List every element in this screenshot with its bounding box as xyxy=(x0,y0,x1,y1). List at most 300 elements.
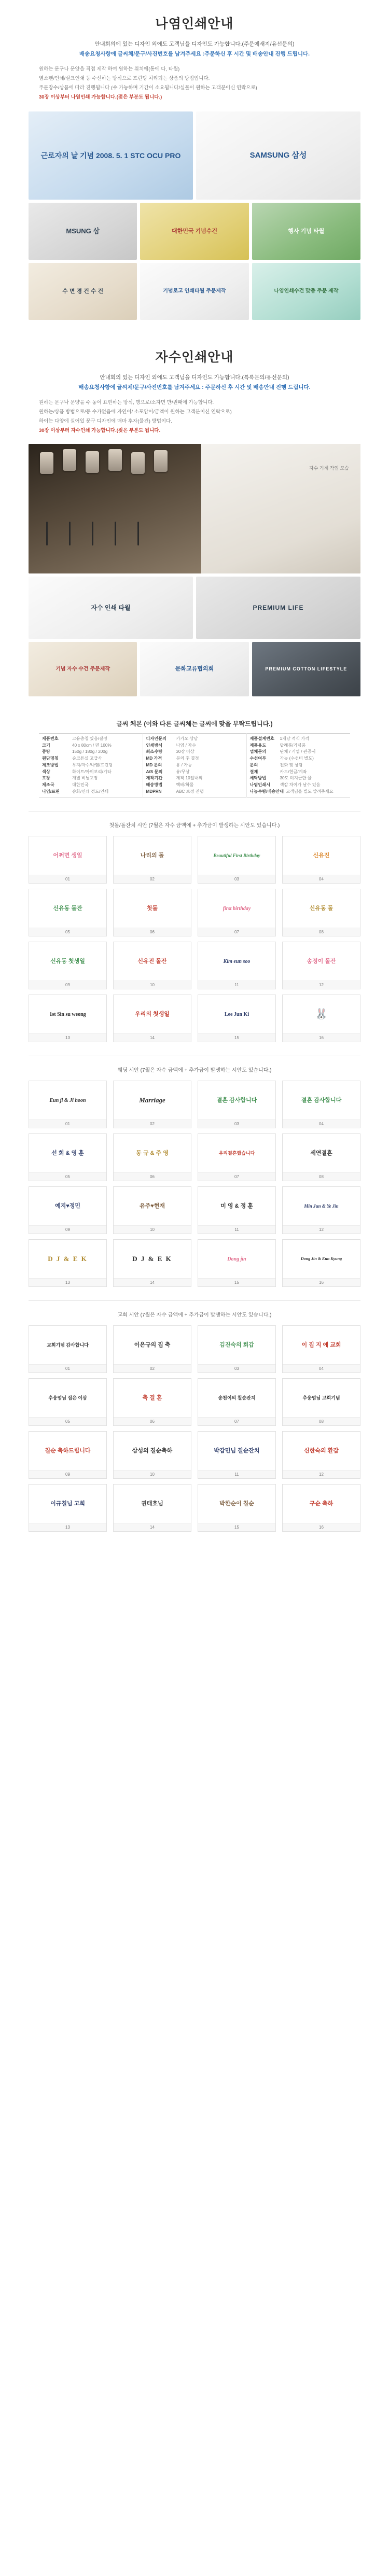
sample-title: 나리의 돌 xyxy=(140,852,164,859)
spec-item xyxy=(250,736,348,743)
sample-art xyxy=(283,995,360,1033)
sample-art xyxy=(29,1240,106,1278)
sample-art xyxy=(29,942,106,981)
spec-item xyxy=(146,749,243,755)
sample-card[interactable] xyxy=(113,942,191,989)
sample-card[interactable] xyxy=(29,1431,107,1479)
sample-number: 14 xyxy=(114,1278,191,1286)
print-subtitle-line-1: 안내회의에 있는 디자인 외에도 고객님을 디자인도 가능합니다.(주문예새지/유선문의) xyxy=(94,41,295,47)
sample-number: 03 xyxy=(198,1119,275,1128)
sample-card[interactable] xyxy=(198,995,276,1042)
spec-value: 150g / 180g / 200g xyxy=(72,749,108,754)
sample-number: 04 xyxy=(283,1119,360,1128)
sample-card[interactable] xyxy=(282,942,360,989)
sample-title: first birthday xyxy=(223,905,251,912)
embroidery-photo-1 xyxy=(29,577,193,639)
thread-spool-icon xyxy=(108,449,122,471)
spec-value: 가능 (수선비 별도) xyxy=(280,756,314,761)
sample-card[interactable] xyxy=(198,1186,276,1234)
sample-art xyxy=(283,1240,360,1278)
sample-title: D J & E K xyxy=(48,1254,88,1263)
sample-art xyxy=(29,1134,106,1172)
sample-title: 예지♥정민 xyxy=(54,1203,81,1210)
sample-number: 16 xyxy=(283,1033,360,1042)
sample-art xyxy=(283,1187,360,1225)
sample-number: 07 xyxy=(198,928,275,936)
needle-icon xyxy=(137,522,139,545)
sample-card[interactable] xyxy=(198,1239,276,1287)
print-photo-8 xyxy=(252,263,360,320)
sample-card[interactable] xyxy=(198,1081,276,1128)
sample-title: 이규칠님 고희 xyxy=(50,1501,85,1507)
sample-number: 08 xyxy=(283,1172,360,1181)
sample-art xyxy=(198,1379,275,1417)
sample-title: 교회기념 감사합니다 xyxy=(47,1342,89,1348)
embroidery-hero-caption: 자수 기계 작업 모습 xyxy=(309,466,349,471)
sample-art xyxy=(198,836,275,875)
sample-art xyxy=(283,1134,360,1172)
spec-item xyxy=(42,736,140,743)
spec-item xyxy=(42,775,140,782)
sample-art xyxy=(29,1187,106,1225)
sample-number: 11 xyxy=(198,1470,275,1478)
spec-item xyxy=(146,762,243,769)
print-photo-grid-top xyxy=(29,111,360,200)
embroidery-photo-4 xyxy=(140,642,248,696)
sample-art xyxy=(114,1432,191,1470)
embroidery-machine-area xyxy=(29,444,201,573)
sample-art xyxy=(29,1326,106,1364)
sample-title: Marriage xyxy=(139,1096,165,1104)
sample-title: Dong Jin & Eun Kyung xyxy=(300,1256,342,1262)
spec-item xyxy=(42,782,140,789)
sample-number: 07 xyxy=(198,1417,275,1425)
spec-value: 단체 / 기업 / 관공서 xyxy=(280,749,316,754)
sample-art xyxy=(29,1379,106,1417)
sample-title: 이 집 지 에 교회 xyxy=(301,1342,341,1349)
sample-title: 박한순이 칠순 xyxy=(219,1501,254,1507)
sample-card[interactable] xyxy=(113,1186,191,1234)
sample-card[interactable] xyxy=(113,1239,191,1287)
sample-card[interactable] xyxy=(282,836,360,884)
sample-art xyxy=(283,836,360,875)
print-photo-4 xyxy=(140,203,248,260)
sample-card[interactable] xyxy=(282,1081,360,1128)
spec-item xyxy=(146,775,243,782)
sample-card[interactable] xyxy=(282,1133,360,1181)
sample-card[interactable] xyxy=(282,995,360,1042)
spec-column-1 xyxy=(39,734,143,797)
sample-card[interactable] xyxy=(113,1431,191,1479)
sample-art xyxy=(283,1485,360,1523)
sample-art xyxy=(198,1240,275,1278)
spec-key: MD 가격 xyxy=(146,756,162,761)
wedding-sample-grid xyxy=(29,1081,360,1287)
sample-number: 01 xyxy=(29,1119,106,1128)
spec-key: 색상 xyxy=(42,769,50,774)
spec-item xyxy=(250,743,348,749)
sample-title: Eun ji & Ji hoon xyxy=(49,1097,86,1103)
embroidery-section-title: 자수인쇄안내 xyxy=(155,350,234,365)
thread-spool-icon xyxy=(40,452,53,474)
spec-key: MDPRN xyxy=(146,789,162,794)
embroidery-photo-2-text: PREMIUM LIFE xyxy=(253,604,304,611)
spec-key: 결제 xyxy=(249,769,258,774)
spec-value: 대한민국 xyxy=(72,782,89,787)
print-body-line-3: 주문장수/상품에 따라 진행됩니다 (수 가능하며 기간이 소요됩니다/실물이 원하는 고객분이신 연락으로) xyxy=(39,85,257,91)
sample-number: 04 xyxy=(283,875,360,883)
sample-art xyxy=(283,1326,360,1364)
sample-art xyxy=(283,942,360,981)
print-subtitle-line-2: 배송요청사항에 글씨체/문구/사진번호를 남겨주세요 :주문하신 후 시간 및 배송안내 진행 드립니다. xyxy=(79,51,310,58)
sample-card[interactable] xyxy=(113,995,191,1042)
sample-card[interactable] xyxy=(282,889,360,936)
wedding-band-title: 웨딩 시안 (7월은 자수 금액에 + 추가금이 발생하는 시안도 있습니다.) xyxy=(117,1068,272,1074)
sample-card[interactable] xyxy=(113,1484,191,1532)
print-photo-2-text: SAMSUNG 삼성 xyxy=(249,150,307,160)
sample-art xyxy=(283,1379,360,1417)
spec-key: 제작기간 xyxy=(146,776,163,781)
sample-art xyxy=(283,1432,360,1470)
sample-art xyxy=(29,1485,106,1523)
sample-number: 15 xyxy=(198,1523,275,1531)
sample-title: 추웅엄님 고희기념 xyxy=(302,1395,340,1401)
spec-item xyxy=(42,769,140,776)
sample-number: 01 xyxy=(29,1364,106,1373)
section-embroidery xyxy=(0,333,389,696)
spec-key: 수선여부 xyxy=(249,756,267,761)
print-section-title: 나염인쇄안내 xyxy=(155,17,234,31)
spec-item xyxy=(250,782,348,789)
sample-card[interactable] xyxy=(113,1133,191,1181)
sample-title: 구순 축하 xyxy=(309,1501,334,1507)
sample-card[interactable] xyxy=(29,942,107,989)
sample-title: 첫돌 xyxy=(146,905,158,912)
embroidery-photo-4-text: 문화교류협의회 xyxy=(175,666,214,673)
sample-number: 10 xyxy=(114,1225,191,1234)
print-photo-7-text: 기념로고 인쇄타월 주문제작 xyxy=(163,288,226,295)
sample-card[interactable] xyxy=(113,889,191,936)
sample-number: 16 xyxy=(283,1523,360,1531)
sample-title: 송천이의 칠순잔치 xyxy=(218,1395,256,1401)
sample-number: 05 xyxy=(29,1417,106,1425)
spec-item xyxy=(250,749,348,755)
sample-art xyxy=(114,995,191,1033)
sample-title: 신한숙의 환갑 xyxy=(304,1448,339,1454)
sample-art xyxy=(198,995,275,1033)
sample-number: 02 xyxy=(114,1364,191,1373)
print-photo-6-text: 수 면 경 건 수 건 xyxy=(62,288,104,295)
sample-number: 09 xyxy=(29,981,106,989)
sample-art xyxy=(198,942,275,981)
spec-key: 원단명칭 xyxy=(42,756,59,761)
needle-icon xyxy=(115,522,116,545)
spec-key: 업체문의 xyxy=(249,749,267,754)
sample-number: 12 xyxy=(283,1225,360,1234)
church-band-title: 교회 시안 (7월은 자수 금액에 + 추가금이 발생하는 시안도 있습니다.) xyxy=(117,1312,272,1319)
sample-card[interactable] xyxy=(113,1325,191,1373)
sample-art xyxy=(114,836,191,875)
sample-title: Kim eun soo xyxy=(223,958,251,964)
spec-section xyxy=(39,719,350,797)
birth-sample-grid xyxy=(29,836,360,1042)
needle-icon xyxy=(46,522,48,545)
print-body-line-4: 30장 이상부터 나염인쇄 가능합니다.(젖은 부분도 됩니다.) xyxy=(39,94,162,100)
sample-art xyxy=(29,1081,106,1119)
sample-card[interactable] xyxy=(29,889,107,936)
samples-church xyxy=(0,1301,389,1532)
print-photo-5-text: 행사 기념 타월 xyxy=(288,228,325,234)
spec-item xyxy=(250,755,348,762)
sample-number: 01 xyxy=(29,875,106,883)
sample-art xyxy=(198,1432,275,1470)
spec-value: 유/무상 xyxy=(176,769,190,774)
spacer-2 xyxy=(0,696,389,710)
sample-art xyxy=(198,1081,275,1119)
sample-number: 06 xyxy=(114,1417,191,1425)
spec-value: 개별 비닐포장 xyxy=(72,776,98,781)
sample-art xyxy=(114,1240,191,1278)
sample-title: Beautiful First Birthday xyxy=(213,852,260,858)
sample-number: 10 xyxy=(114,981,191,989)
sample-art xyxy=(198,1134,275,1172)
spec-value: 고객님을 별도 알려주세요 xyxy=(286,789,334,794)
sample-title: 김진숙의 회갑 xyxy=(219,1342,254,1349)
spec-table-row xyxy=(39,734,350,797)
spec-key: A/S 문의 xyxy=(146,769,163,774)
sample-title: 1st Sin su weong xyxy=(49,1011,86,1017)
sample-title: D J & E K xyxy=(132,1254,172,1263)
sample-number: 12 xyxy=(283,1470,360,1478)
sample-number: 14 xyxy=(114,1033,191,1042)
sample-number: 08 xyxy=(283,1417,360,1425)
sample-art xyxy=(114,889,191,928)
sample-title: 결혼 감사합니다 xyxy=(216,1097,257,1104)
spec-value: 30장 이상 xyxy=(176,749,195,754)
sample-title: 선 희 & 영 훈 xyxy=(51,1150,84,1157)
sample-number: 11 xyxy=(198,981,275,989)
thread-spool-icon xyxy=(86,451,99,473)
spec-value: 택배/화물 xyxy=(176,782,194,787)
sample-title: 신유동 첫생일 xyxy=(50,958,85,965)
sample-card[interactable] xyxy=(198,889,276,936)
sample-title: 추웅엄님 집은 이삼 xyxy=(48,1395,87,1401)
embroidery-photo-1-text: 자수 인쇄 타월 xyxy=(91,604,131,611)
spec-value: 색감 차이가 날수 있음 xyxy=(280,782,321,787)
sample-number: 13 xyxy=(29,1278,106,1286)
sample-card[interactable] xyxy=(29,995,107,1042)
sample-card[interactable] xyxy=(198,1325,276,1373)
spec-item xyxy=(42,755,140,762)
spec-key: 크기 xyxy=(42,743,50,748)
spec-item xyxy=(146,743,243,749)
print-photo-5 xyxy=(252,203,360,260)
sample-number: 16 xyxy=(283,1278,360,1286)
embroidery-subtitle xyxy=(0,373,389,393)
spec-key: 제조국 xyxy=(42,782,54,787)
sample-card[interactable] xyxy=(29,1133,107,1181)
sample-art xyxy=(283,889,360,928)
sample-card[interactable] xyxy=(29,1186,107,1234)
sample-card[interactable] xyxy=(29,1239,107,1287)
sample-number: 14 xyxy=(114,1523,191,1531)
sample-art xyxy=(114,1379,191,1417)
spec-column-2 xyxy=(143,734,246,797)
spec-key: 세탁방법 xyxy=(249,776,267,781)
sample-number: 05 xyxy=(29,1172,106,1181)
sample-number: 15 xyxy=(198,1033,275,1042)
sample-number: 04 xyxy=(283,1364,360,1373)
rabbit-icon: 🐰 xyxy=(315,1009,328,1020)
spec-key: 최소수량 xyxy=(146,749,163,754)
sample-card[interactable] xyxy=(29,1325,107,1373)
sample-number: 09 xyxy=(29,1470,106,1478)
spec-item xyxy=(250,789,348,795)
spec-value: 나염 / 자수 xyxy=(176,743,196,748)
sample-number: 10 xyxy=(114,1470,191,1478)
sample-title: 박갑민님 칠순잔치 xyxy=(214,1448,260,1454)
spec-key: 나염인쇄시 xyxy=(249,782,271,787)
sample-number: 12 xyxy=(283,981,360,989)
sample-card[interactable] xyxy=(198,1484,276,1532)
sample-art xyxy=(198,1485,275,1523)
print-photo-8-text: 나염인쇄수건 맞춤 주문 제작 xyxy=(274,288,339,295)
spec-column-3 xyxy=(246,734,350,797)
sample-title: 권태호님 xyxy=(141,1501,163,1507)
sample-title: 동 규 & 주 영 xyxy=(136,1150,169,1157)
print-subtitle xyxy=(0,39,389,60)
needle-icon xyxy=(69,522,71,545)
spec-value: 고유총칭 있음/결정 xyxy=(72,736,107,741)
thread-spool-icon xyxy=(131,452,145,474)
sample-title: 송정이 돌잔 xyxy=(307,958,336,965)
samples-birth xyxy=(0,811,389,1042)
spec-key: 제품번호 xyxy=(42,736,59,741)
sample-card[interactable] xyxy=(29,1378,107,1426)
sample-title: Dong jin xyxy=(227,1256,246,1262)
sample-card[interactable] xyxy=(282,1378,360,1426)
sample-art xyxy=(198,1187,275,1225)
spec-item xyxy=(42,743,140,749)
print-photo-1 xyxy=(29,111,193,200)
spec-value: 1개당 적식 가격 xyxy=(280,736,310,741)
embroidery-photo-grid-1 xyxy=(29,577,360,639)
embroidery-photo-5 xyxy=(252,642,360,696)
spec-value: 승화/인쇄 정도/인쇄 xyxy=(72,789,109,794)
spec-item xyxy=(146,755,243,762)
sample-card[interactable] xyxy=(113,1081,191,1128)
sample-art xyxy=(114,1134,191,1172)
print-body xyxy=(39,65,350,102)
spec-item xyxy=(146,789,243,795)
print-body-line-2: 염소팬/인쇄/실크인쇄 등 수선하는 방식으로 프린팅 처리되는 상품의 방법입니다. xyxy=(39,75,210,81)
sample-title: Lee Jun Ki xyxy=(224,1011,249,1017)
embroidery-body-line-4: 30장 이상부터 자수인쇄 가능합니다.(젖은 부분도 됩니다. xyxy=(39,428,161,434)
sample-art xyxy=(29,995,106,1033)
sample-card[interactable] xyxy=(113,1378,191,1426)
sample-card[interactable] xyxy=(198,836,276,884)
sample-art xyxy=(29,836,106,875)
sample-card[interactable] xyxy=(198,1133,276,1181)
sample-card[interactable] xyxy=(29,836,107,884)
spacer-1 xyxy=(0,320,389,333)
sample-card[interactable] xyxy=(282,1186,360,1234)
sample-card[interactable] xyxy=(198,942,276,989)
needle-icon xyxy=(92,522,93,545)
spec-key: 디자인문의 xyxy=(146,736,167,741)
print-photo-grid-bottom xyxy=(29,263,360,320)
sample-number: 06 xyxy=(114,928,191,936)
sample-card[interactable] xyxy=(198,1431,276,1479)
spec-value: 카카오 상담 xyxy=(176,736,198,741)
embroidery-fabric-area xyxy=(201,444,360,573)
sample-title: 칠순 축하드립니다 xyxy=(45,1448,91,1454)
sample-number: 13 xyxy=(29,1523,106,1531)
sample-card[interactable] xyxy=(29,1484,107,1532)
sample-card[interactable] xyxy=(198,1378,276,1426)
spec-value: 40 x 80cm / 면 100% xyxy=(72,743,112,748)
embroidery-photo-3 xyxy=(29,642,137,696)
spec-value: 화이트/아이보리/기타 xyxy=(72,769,112,774)
spec-key: 제품용도 xyxy=(249,743,267,748)
print-photo-6 xyxy=(29,263,137,320)
spec-key: MD 문의 xyxy=(146,762,162,767)
sample-art xyxy=(114,942,191,981)
sample-card[interactable] xyxy=(29,1081,107,1128)
print-photo-3 xyxy=(29,203,137,260)
spec-key: 중량 xyxy=(42,749,50,754)
sample-art xyxy=(283,1081,360,1119)
sample-card[interactable] xyxy=(282,1431,360,1479)
embroidery-photo-3-text: 기념 자수 수건 주문제작 xyxy=(55,666,110,672)
sample-title: 미 영 & 정 훈 xyxy=(220,1203,253,1210)
footer-spacer xyxy=(0,1532,389,1552)
sample-card[interactable] xyxy=(113,836,191,884)
sample-art xyxy=(198,889,275,928)
sample-title: 유주♥현재 xyxy=(139,1203,165,1210)
print-photo-1-text: 근로자의 날 기념 2008. 5. 1 STC OCU PRO xyxy=(40,151,181,160)
sample-number: 11 xyxy=(198,1225,275,1234)
sample-art xyxy=(114,1081,191,1119)
sample-card[interactable] xyxy=(282,1239,360,1287)
sample-art xyxy=(114,1485,191,1523)
sample-card[interactable] xyxy=(282,1484,360,1532)
sample-number: 03 xyxy=(198,1364,275,1373)
church-sample-grid xyxy=(29,1325,360,1532)
print-photo-2 xyxy=(196,111,360,200)
spec-item xyxy=(42,762,140,769)
sample-title: 신유진 xyxy=(313,852,330,859)
print-body-line-1: 원하는 문구나 문양을 직접 제작 하여 원하는 위치에(통에 다, 타월) xyxy=(39,66,180,72)
spec-value: 무지/자수/나염/프린팅 xyxy=(72,762,113,767)
spec-value: 카드/현금/계좌 xyxy=(280,769,307,774)
sample-number: 13 xyxy=(29,1033,106,1042)
sample-title: 신유진 돌잔 xyxy=(137,958,167,965)
spec-key: 문의 xyxy=(249,762,258,767)
spec-value: 전화 및 상담 xyxy=(280,762,303,767)
sample-art xyxy=(29,1432,106,1470)
sample-title: 이은규의 집 축 xyxy=(134,1342,171,1349)
embroidery-hero-photo xyxy=(29,444,360,573)
spec-value: 답례품/기념품 xyxy=(280,743,306,748)
spec-key: 나능수량/배송안내 xyxy=(249,789,284,794)
sample-title: 신유동 돌잔 xyxy=(53,905,82,912)
sample-card[interactable] xyxy=(282,1325,360,1373)
sample-number: 02 xyxy=(114,1119,191,1128)
embroidery-body-line-1: 원하는 문구나 문양을 수 놓여 표현하는 방식, 명으로/소자면 만/권패에 가능합니다. xyxy=(39,399,214,405)
embroidery-photo-5-text: PREMIUM COTTON LIFESTYLE xyxy=(265,666,348,672)
birth-band-title: 첫돌/돌잔치 시안 (7월은 자수 금액에 + 추가금이 발생하는 시안도 있습니다.) xyxy=(109,823,280,829)
